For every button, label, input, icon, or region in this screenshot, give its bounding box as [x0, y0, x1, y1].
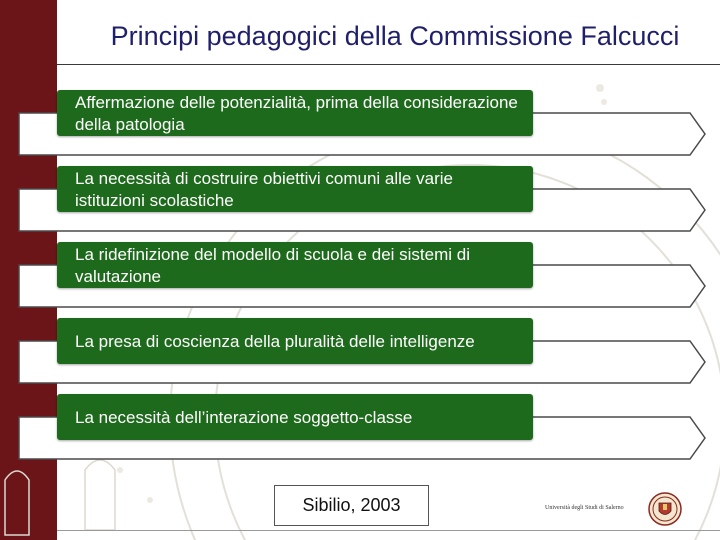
university-name: Università degli Studi di Salerno [545, 505, 624, 511]
slide-title: Principi pedagogici della Commissione Falcucci [110, 21, 680, 51]
footer-divider [57, 530, 720, 531]
principle-item-2: La necessità di costruire obiettivi comuni alle varie istituzioni scolastiche [57, 166, 533, 212]
principle-item-3: La ridefinizione del modello di scuola e dei sistemi di valutazione [57, 242, 533, 288]
citation-box: Sibilio, 2003 [274, 485, 429, 526]
principle-item-1: Affermazione delle potenzialità, prima della considerazione della patologia [57, 90, 533, 136]
principle-item-5: La necessità dell’interazione soggetto-classe [57, 394, 533, 440]
title-divider [57, 64, 720, 65]
university-seal-icon [648, 492, 682, 526]
principle-item-4: La presa di coscienza della pluralità delle intelligenze [57, 318, 533, 364]
